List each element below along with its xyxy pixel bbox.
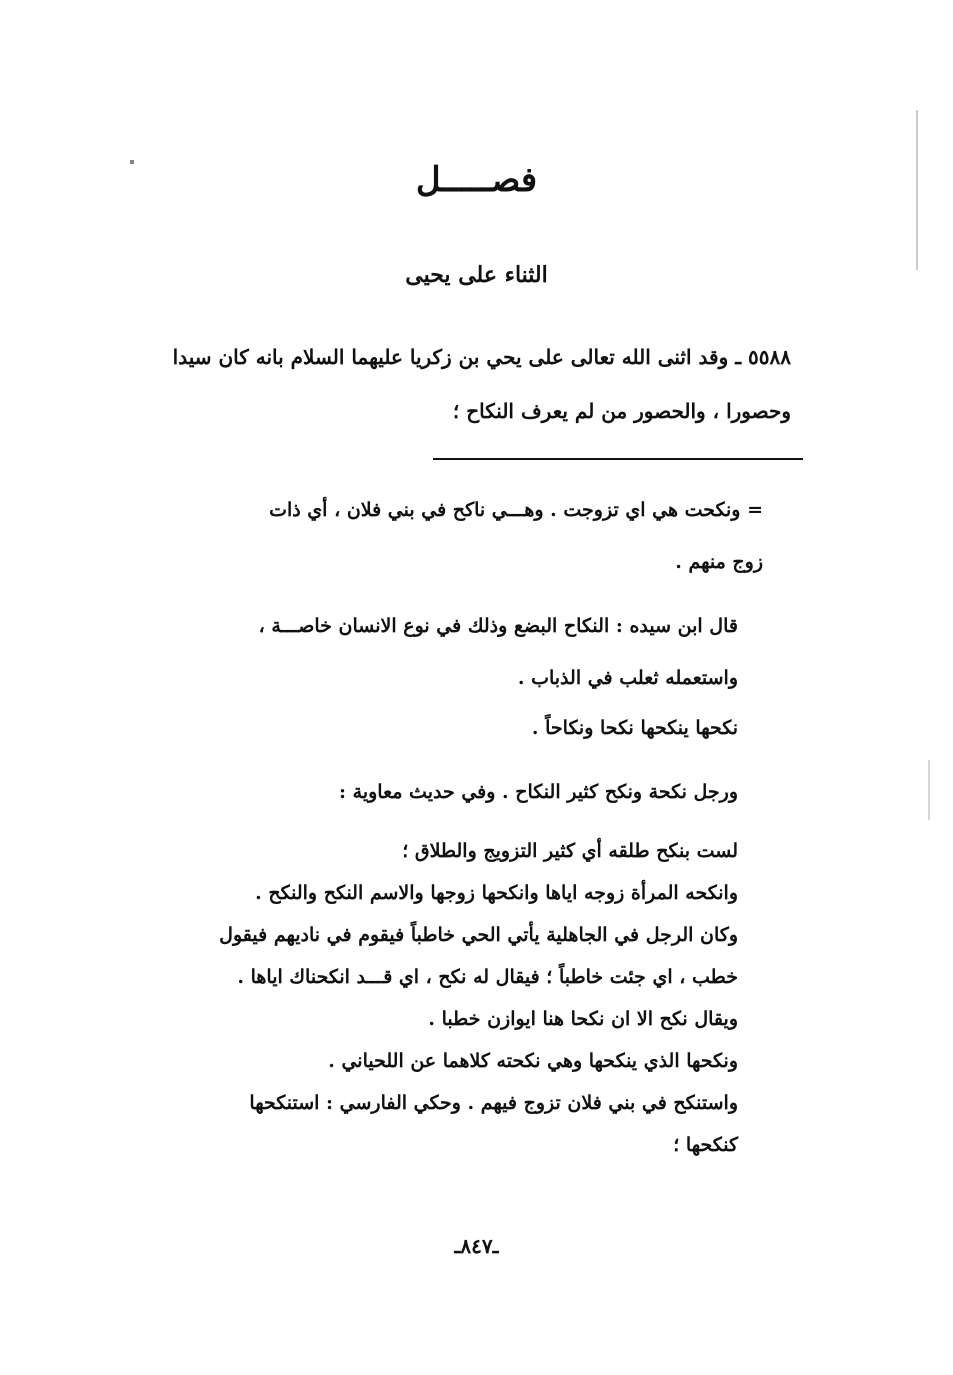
footnote-block [178,600,738,704]
main-paragraph-line: ٥٥٨٨ ـ وقد اثنى الله تعالى على يحي بن زكريا عليهما السلام بانه كان سيدا [172,345,791,369]
footnote-line: وكان الرجل في الجاهلية يأتي الحي خاطباً فيقوم في ناديهم فيقول [219,924,738,946]
footnote-line: نكحها ينكحها نكحا ونكاحاً . [531,717,738,739]
section-subheading: الثناء على يحيى [405,262,548,288]
footnote-line: قال ابن سيده : النكاح البضع وذلك في نوع الانسان خاصـــة ، [258,615,738,637]
footnote-line: كنكحها ؛ [673,1134,738,1156]
footnote-line: ونكحها الذي ينكحها وهي نكحته كلاهما عن اللحياني . [328,1050,738,1072]
footnote-block [178,484,763,588]
footnote-line: ورجل نكحة ونكح كثير النكاح . وفي حديث معاوية : [339,781,738,803]
footnote-block [178,702,738,754]
main-paragraph [151,330,791,438]
footnote-block [178,830,738,1166]
footnote-line: وانكحه المرأة زوجه اياها وانكحها زوجها والاسم النكح والنكح . [255,882,738,904]
footnote-line: = ونكحت هي اي تزوجت . وهـــي ناكح في بني فلان ، أي ذات [269,499,763,521]
footnote-line: زوج منهم . [675,551,763,573]
footnote-line: ويقال نكح الا ان نكحا هنا ايوازن خطبا . [428,1008,738,1030]
footnote-separator [433,458,803,460]
section-heading: فصـــــل [415,160,538,200]
footnote-line: واستعمله ثعلب في الذباب . [517,667,738,689]
footnote-line: لست بنكح طلقه أي كثير التزويج والطلاق ؛ [402,840,738,862]
scan-speck [130,160,134,164]
scan-edge-mark [916,110,918,270]
page-number: ـ٨٤٧ـ [454,1234,499,1258]
footnote-line: واستنكح في بني فلان تزوج فيهم . وحكي الفارسي : استنكحها [249,1092,738,1114]
footnote-line: خطب ، اي جئت خاطباً ؛ فيقال له نكح ، اي قـــد انكحناك اياها . [237,966,738,988]
scan-edge-mark [928,760,930,820]
main-paragraph-line: وحصورا ، والحصور من لم يعرف النكاح ؛ [452,399,791,423]
footnote-block [178,766,738,818]
